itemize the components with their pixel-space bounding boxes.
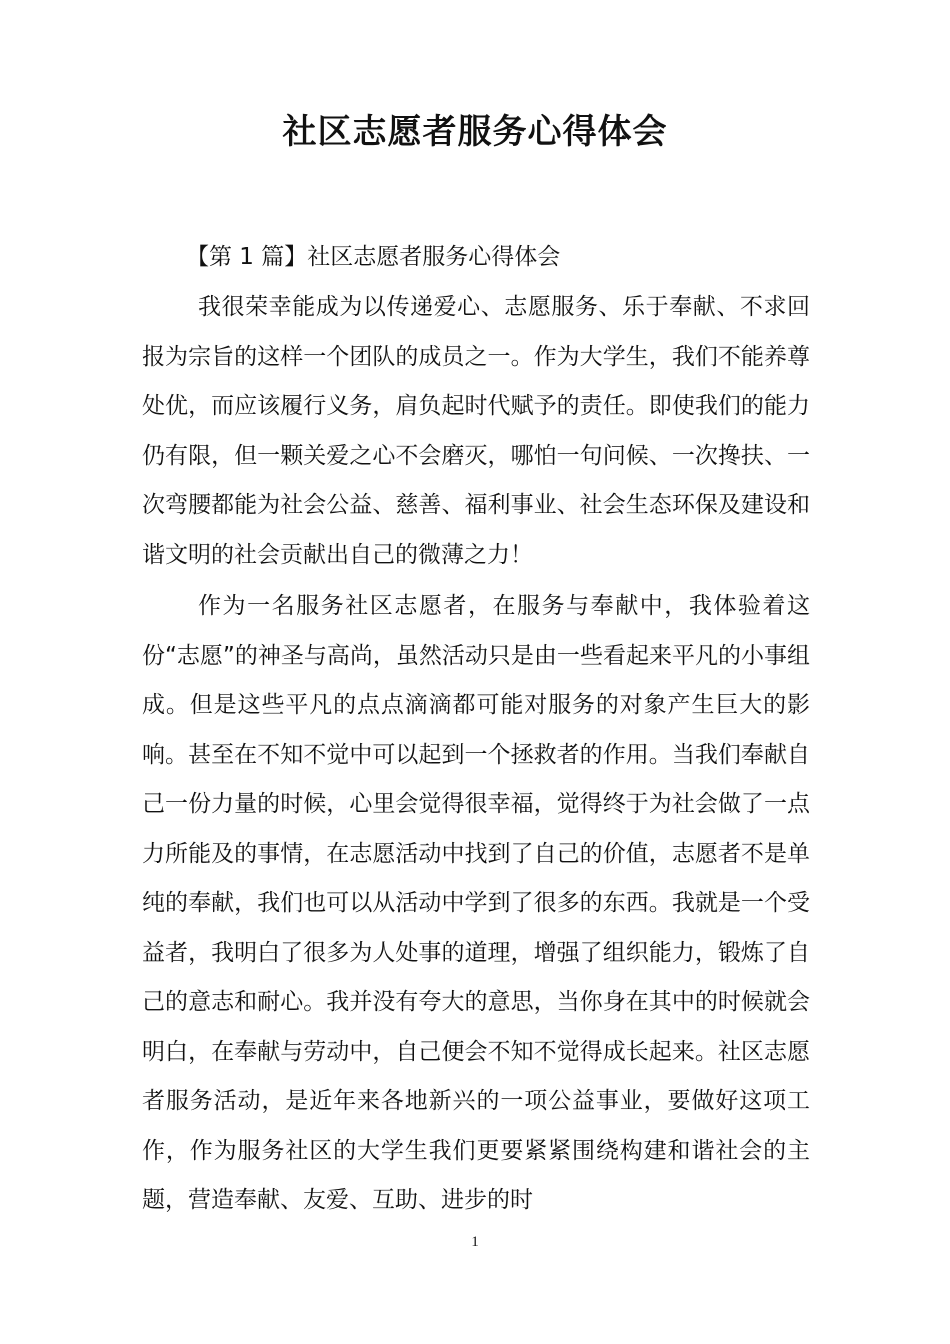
body-paragraph: 我很荣幸能成为以传递爱心、志愿服务、乐于奉献、不求回报为宗旨的这样一个团队的成员之一。作为大学生，我们不能养尊处优，而应该履行义务，肩负起时代赋予的责任。即使我们的能力仍有限，但一颗关爱之心不会磨灭，哪怕一句问候、一次搀扶、一次弯腰都能为社会公益、慈善、福利事业、社会生态环保及建设和谐文明的社会贡献出自己的微薄之力！ — [142, 294, 810, 568]
page-number: 1 — [471, 1234, 479, 1250]
document-title: 社区志愿者服务心得体会 — [282, 112, 668, 152]
body-paragraph: 作为一名服务社区志愿者，在服务与奉献中，我体验着这份“志愿”的神圣与高尚，虽然活动只是由一些看起来平凡的小事组成。但是这些平凡的点点滴滴都可能对服务的对象产生巨大的影响。甚至在不知不觉中可以起到一个拯救者的作用。当我们奉献自己一份力量的时候，心里会觉得很幸福，觉得终于为社会做了一点力所能及的事情，在志愿活动中找到了自己的价值，志愿者不是单纯的奉献，我们也可以从活动中学到了很多的东西。我就是一个受益者，我明白了很多为人处事的道理，增强了组织能力，锻炼了自己的意志和耐心。我并没有夸大的意思，当你身在其中的时候就会明白，在奉献与劳动中，自己便会不知不觉得成长起来。社区志愿者服务活动，是近年来各地新兴的一项公益事业，要做好这项工作，作为服务社区的大学生我们更要紧紧围绕构建和谐社会的主题，营造奉献、友爱、互助、进步的时 — [142, 593, 810, 1213]
section-heading: 【第 1 篇】社区志愿者服务心得体会 — [186, 244, 561, 270]
